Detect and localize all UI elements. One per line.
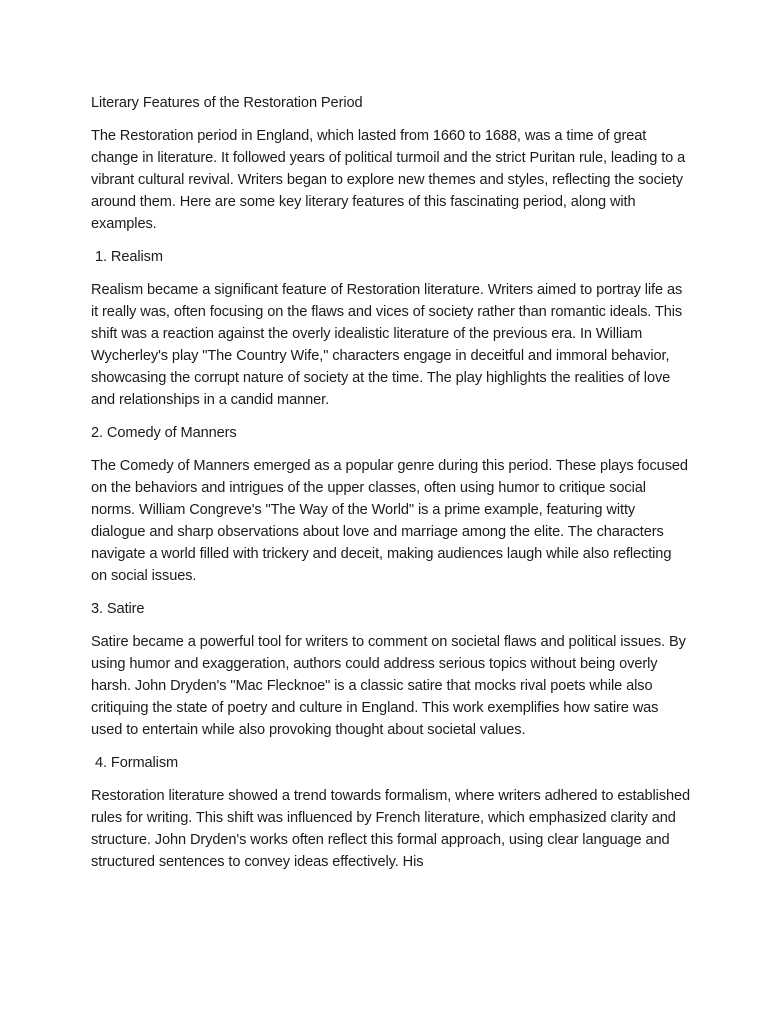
section-body-satire: Satire became a powerful tool for writers to comment on societal flaws and political issues. By using humor and exaggeration, authors could address serious topics without being overly harsh. John Dryden's "Mac Flecknoe" is a classic satire that mocks rival poets while also critiquing the state of poetry and culture in England. This work exemplifies how satire was used to entertain while also provoking thought about societal values. [91, 634, 686, 738]
intro-paragraph: The Restoration period in England, which lasted from 1660 to 1688, was a time of great change in literature. It followed years of political turmoil and the strict Puritan rule, leading to a vibrant cultural revival. Writers began to explore new themes and styles, reflecting the society around them. Here are some key literary features of this fascinating period, along with examples. [91, 128, 686, 232]
section-heading-formalism: 4. Formalism [91, 755, 179, 771]
section-heading-satire: 3. Satire [91, 601, 145, 617]
section-heading-comedy-of-manners: 2. Comedy of Manners [91, 425, 237, 441]
document-title: Literary Features of the Restoration Period [91, 95, 363, 111]
section-body-formalism: Restoration literature showed a trend towards formalism, where writers adhered to established rules for writing. This shift was influenced by French literature, which emphasized clarity and structure. John Dryden's works often reflect this formal approach, using clear language and structured sentences to convey ideas effectively. His [91, 788, 691, 870]
section-heading-realism: 1. Realism [91, 249, 163, 265]
section-body-realism: Realism became a significant feature of Restoration literature. Writers aimed to portray life as it really was, often focusing on the flaws and vices of society rather than romantic ideals. This shift was a reaction against the overly idealistic literature of the previous era. In William Wycherley's play "The Country Wife," characters engage in deceitful and immoral behavior, showcasing the corrupt nature of society at the time. The play highlights the realities of love and relationships in a candid manner. [91, 282, 683, 408]
section-body-comedy-of-manners: The Comedy of Manners emerged as a popular genre during this period. These plays focused on the behaviors and intrigues of the upper classes, often using humor to critique social norms. William Congreve's "The Way of the World" is a prime example, featuring witty dialogue and sharp observations about love and marriage among the elite. The characters navigate a world filled with trickery and deceit, making audiences laugh while also reflecting on social issues. [91, 458, 688, 584]
document-page [91, 92, 691, 884]
